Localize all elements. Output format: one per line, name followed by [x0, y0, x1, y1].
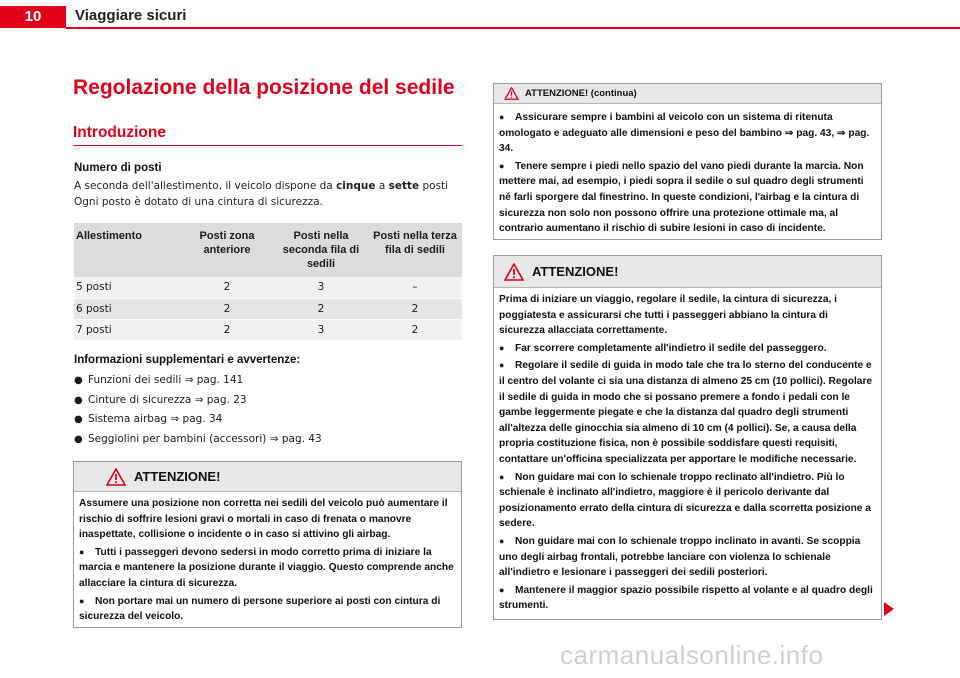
warning-intro: Assumere una posizione non corretta nei sedili del veicolo può aumentare il rischio di soffrire lesioni gravi o mortali in caso di frenata o manovre inaspettate, collisione o incidente o in caso si attivino gli airbag. — [79, 498, 448, 541]
warning-bullet — [499, 341, 876, 357]
warning-icon — [504, 87, 519, 100]
watermark: carmanualsonline.info — [560, 640, 824, 670]
table-row — [74, 298, 462, 319]
warning-box-right — [493, 255, 882, 620]
section-title: Regolazione della posizione del sedile — [73, 76, 455, 99]
seats-paragraph — [74, 179, 469, 210]
warning-bullet-text: Non portare mai un numero di persone superiore ai posti con cintura di sicurezza del veicolo. — [79, 595, 441, 623]
seats-para-pre: A seconda dell'allestimento, il veicolo dispone da — [74, 180, 337, 192]
info-list — [74, 371, 322, 449]
warning-title: ATTENZIONE! — [134, 469, 221, 484]
warning-body — [74, 492, 461, 625]
table-header: Posti zona anteriore — [180, 223, 274, 277]
warning-header — [494, 256, 881, 288]
warning-bullet — [499, 358, 876, 467]
warning-bullet — [499, 159, 876, 237]
warning-icon — [504, 263, 524, 281]
list-item — [74, 410, 322, 430]
bullet-icon: ● — [499, 584, 505, 595]
bullet-icon: ● — [499, 360, 505, 371]
bullet-icon: ● — [499, 342, 505, 353]
warning-bullet — [79, 545, 456, 592]
bullet-icon: ● — [74, 414, 83, 425]
table-cell: 2 — [368, 319, 462, 340]
warning-bullet — [499, 110, 876, 157]
warning-title: ATTENZIONE! — [532, 264, 619, 279]
table-cell: 2 — [274, 298, 368, 319]
bullet-icon: ● — [74, 394, 83, 406]
table-cell: 7 posti — [74, 319, 180, 340]
warning-bullet — [79, 594, 456, 625]
warning-icon — [106, 468, 126, 486]
warning-header — [494, 84, 881, 104]
info-label: Informazioni supplementari e avvertenze: — [74, 354, 301, 366]
info-item-text: Sistema airbag ⇒ pag. 34 — [88, 413, 223, 425]
table-cell: 6 posti — [74, 298, 180, 319]
info-item-text: Funzioni dei sedili ⇒ pag. 141 — [88, 374, 244, 386]
warning-header — [74, 462, 461, 492]
warning-bullet-text: Tutti i passeggeri devono sedersi in modo corretto prima di iniziare la marcia e mantenere la posizione durante il viaggio. Questo comprende anche allacciare la cintura di sicurezza. — [79, 546, 454, 589]
section-subtitle: Introduzione — [73, 124, 166, 141]
list-item — [74, 430, 322, 450]
warning-bullet-text: Non guidare mai con lo schienale troppo inclinato in avanti. Se scoppia uno degli airbag frontali, potrebbe lanciare con violenza lo schienale all'indietro e lesionare i passeggeri dei sedili posteriori. — [499, 535, 861, 579]
warning-bullet-text: Regolare il sedile di guida in modo tale che tra lo sterno del conducente e il centro del volante ci sia una distanza di almeno 25 cm (10 pollici). Regolare il sedile di guida in modo che si possano premere a fondo i pedali con le gambe leggermente piegate e che la distanza dal quadro degli strumenti all'altezza delle ginocchia sia almeno di 10 cm (4 pollici). Se, a causa della propria costituzione fisica, non è possibile soddisfare questi requisiti, contattare un'officina specializzata per apportare le modifiche necessarie. — [499, 360, 873, 465]
warning-bullet — [499, 534, 876, 581]
warning-bullet-text: Non guidare mai con lo schienale troppo reclinato all'indietro. Più lo schienale è inclinato all'indietro, maggiore è il pericolo derivante dal posizionamento errato della cintura di sicurezza e dalla scorretta posizione a sedere. — [499, 471, 871, 530]
seats-para-bold-2: sette — [388, 180, 420, 192]
header-divider — [66, 27, 960, 29]
table-cell: 2 — [180, 298, 274, 319]
bullet-icon: ● — [74, 375, 83, 386]
subtitle-divider — [73, 145, 462, 146]
warning-bullet-text: Far scorrere completamente all'indietro il sedile del passeggero. — [515, 342, 827, 354]
seats-para-bold-1: cinque — [336, 180, 376, 192]
warning-bullet-text: Assicurare sempre i bambini al veicolo con un sistema di ritenuta omologato e adeguato alle dimensioni e peso del bambino ⇒ pag. 43, ⇒ pag. 34. — [499, 112, 870, 155]
seats-table — [74, 223, 462, 341]
page-header — [0, 0, 960, 30]
bullet-icon: ● — [74, 433, 83, 445]
bullet-icon: ● — [499, 160, 505, 171]
seats-para-post: posti Ogni posto è dotato di una cintura di sicurezza. — [74, 180, 449, 208]
warning-body — [494, 104, 881, 237]
bullet-icon: ● — [79, 595, 85, 606]
table-cell: – — [368, 277, 462, 298]
seats-label: Numero di posti — [74, 162, 162, 174]
warning-box-left — [73, 461, 462, 628]
warning-bullet-text: Tenere sempre i piedi nello spazio del vano piedi durante la marcia. Non mettere mai, ad esempio, i piedi sopra il sedile o sul quadro degli strumenti né farli sporgere dal finestrino. In queste condizioni, l'airbag e la cintura di sicurezza non solo non possono offrire una protezione ottimale ma, al contrario aumentano il rischio di subire lesioni in caso di incidente. — [499, 160, 864, 235]
warning-box-continued — [493, 83, 882, 240]
bullet-icon: ● — [499, 471, 505, 482]
table-cell: 2 — [368, 298, 462, 319]
bullet-icon: ● — [499, 535, 505, 546]
table-header: Allestimento — [74, 223, 180, 277]
info-item-text: Seggiolini per bambini (accessori) ⇒ pag. 43 — [88, 432, 322, 445]
table-row — [74, 277, 462, 298]
warning-title: ATTENZIONE! (continua) — [525, 88, 637, 99]
table-header: Posti nella seconda fila di sedili — [274, 223, 368, 277]
continue-arrow-icon — [884, 602, 894, 616]
info-item-text: Cinture di sicurezza ⇒ pag. 23 — [88, 393, 247, 406]
table-cell: 5 posti — [74, 277, 180, 298]
warning-bullet-text: Mantenere il maggior spazio possibile rispetto al volante e al quadro degli strumenti. — [499, 584, 873, 612]
warning-body — [494, 288, 881, 614]
table-row — [74, 319, 462, 340]
table-cell: 3 — [274, 277, 368, 298]
list-item — [74, 391, 322, 411]
bullet-icon: ● — [79, 546, 85, 557]
page-number: 10 — [0, 6, 66, 28]
table-cell: 2 — [180, 319, 274, 340]
table-cell: 2 — [180, 277, 274, 298]
warning-intro: Prima di iniziare un viaggio, regolare il sedile, la cintura di sicurezza, i poggiatesta e assicurarsi che tutti i passeggeri abbiano la cintura di sicurezza allacciata correttamente. — [499, 294, 837, 337]
table-header: Posti nella terza fila di sedili — [368, 223, 462, 277]
bullet-icon: ● — [499, 112, 505, 122]
table-cell: 3 — [274, 319, 368, 340]
warning-bullet — [499, 583, 876, 614]
chapter-title: Viaggiare sicuri — [75, 7, 187, 24]
warning-bullet — [499, 470, 876, 532]
list-item — [74, 371, 322, 391]
seats-para-mid: a — [375, 180, 389, 192]
